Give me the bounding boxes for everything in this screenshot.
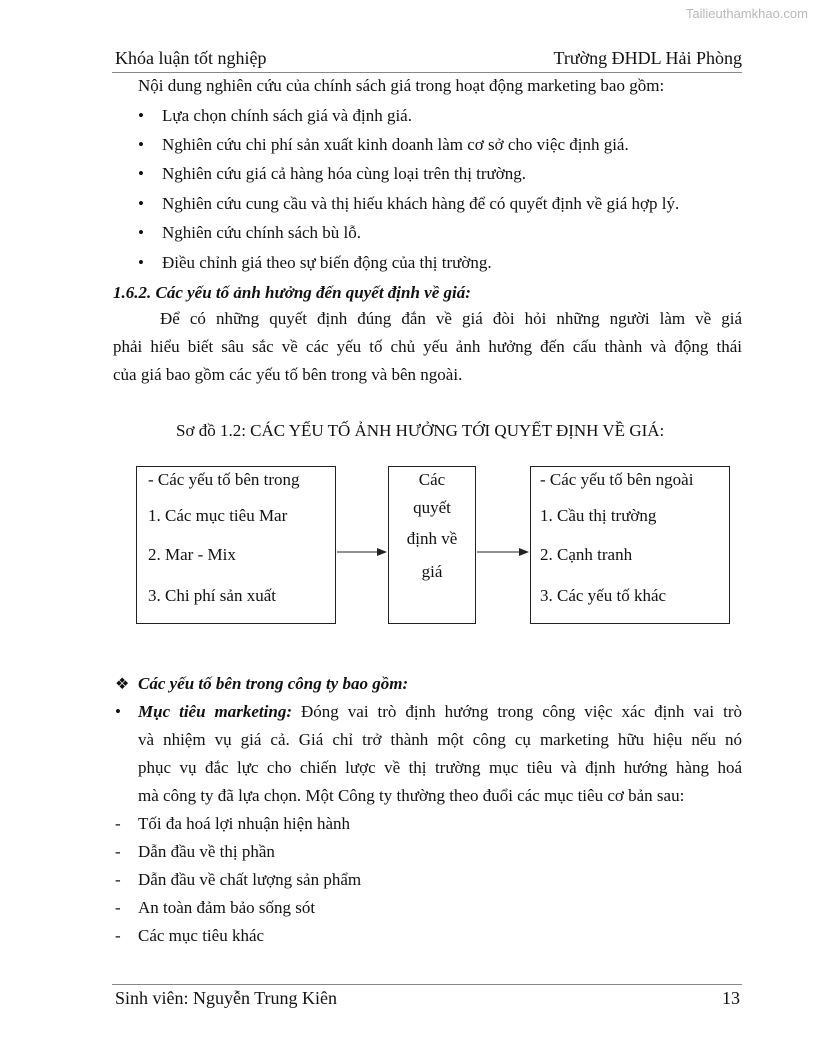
bullet-icon: •: [115, 702, 121, 721]
dash-icon: -: [115, 870, 121, 889]
diamond-bullet-icon: ❖: [115, 676, 130, 693]
dash-icon: -: [115, 898, 121, 917]
box-line: 3. Các yếu tố khác: [540, 586, 667, 605]
box-line: - Các yếu tố bên ngoài: [540, 470, 694, 489]
list-item: Nghiên cứu chính sách bù lỗ.: [162, 223, 362, 242]
footer-student: Sinh viên: Nguyễn Trung Kiên: [115, 988, 338, 1008]
box-line: - Các yếu tố bên trong: [148, 470, 300, 489]
box-line: 1. Các mục tiêu Mar: [148, 506, 288, 525]
intro-text: Nội dung nghiên cứu của chính sách giá trong hoạt động marketing bao gồm:: [138, 76, 665, 95]
bullet-icon: •: [138, 253, 144, 272]
watermark: Tailieuthamkhao.com: [685, 6, 808, 21]
paragraph-line: phải hiểu biết sâu sắc về các yếu tố chủ yếu ảnh hưởng đến cấu thành và động thái: [113, 337, 742, 356]
page-number: 13: [722, 988, 740, 1008]
list-item: Nghiên cứu giá cả hàng hóa cùng loại trên thị trường.: [162, 164, 527, 183]
list-item: Dẫn đầu về thị phần: [138, 842, 275, 861]
section-heading: 1.6.2. Các yếu tố ảnh hưởng đến quyết định về giá:: [113, 283, 471, 302]
list-item: Nghiên cứu chi phí sản xuất kinh doanh làm cơ sở cho việc định giá.: [162, 135, 629, 154]
marketing-term: Mục tiêu marketing:: [138, 702, 292, 721]
bullet-icon: •: [138, 135, 144, 154]
dash-icon: -: [115, 814, 121, 833]
box-line: 2. Cạnh tranh: [540, 545, 633, 564]
box-line: giá: [421, 562, 443, 581]
internal-heading: Các yếu tố bên trong công ty bao gồm:: [138, 674, 409, 693]
marketing-line: [138, 702, 742, 722]
marketing-line: mà công ty đã lựa chọn. Một Công ty thường theo đuổi các mục tiêu cơ bản sau:: [138, 786, 685, 805]
bullet-icon: •: [138, 164, 144, 183]
list-item: An toàn đảm bảo sống sót: [138, 898, 316, 917]
marketing-text: Đóng vai trò định hướng trong công việc xác định vai trò: [301, 702, 742, 721]
dash-icon: -: [115, 842, 121, 861]
footer-rule: [112, 984, 742, 985]
list-item: Lựa chọn chính sách giá và định giá.: [162, 106, 412, 125]
list-item: Dẫn đầu về chất lượng sản phẩm: [138, 870, 362, 889]
box-line: 3. Chi phí sản xuất: [148, 586, 276, 605]
box-line: 2. Mar - Mix: [148, 545, 236, 564]
header-right: Trường ĐHDL Hải Phòng: [553, 48, 742, 68]
marketing-line: và nhiệm vụ giá cả. Giá chỉ trở thành một công cụ marketing hữu hiệu nếu nó: [138, 730, 742, 749]
list-item: Điều chỉnh giá theo sự biến động của thị trường.: [162, 253, 492, 272]
paragraph-line: của giá bao gồm các yếu tố bên trong và bên ngoài.: [113, 365, 463, 384]
box-line: 1. Cầu thị trường: [540, 506, 657, 525]
bullet-icon: •: [138, 106, 144, 125]
dash-icon: -: [115, 926, 121, 945]
box-line: định về: [406, 529, 458, 548]
bullet-icon: •: [138, 223, 144, 242]
list-item: Các mục tiêu khác: [138, 926, 265, 945]
header-left: Khóa luận tốt nghiệp: [115, 48, 267, 68]
list-item: Nghiên cứu cung cầu và thị hiếu khách hàng để có quyết định về giá hợp lý.: [162, 194, 680, 213]
marketing-line: phục vụ đắc lực cho chiến lược về thị trường mục tiêu và định hướng hàng hoá: [138, 758, 742, 777]
diagram-title: Sơ đồ 1.2: CÁC YẾU TỐ ẢNH HƯỞNG TỚI QUYẾT ĐỊNH VỀ GIÁ:: [176, 421, 665, 440]
list-item: Tối đa hoá lợi nhuận hiện hành: [138, 814, 350, 833]
paragraph-line: Để có những quyết định đúng đắn về giá đòi hỏi những người làm về giá: [160, 309, 742, 328]
box-line: Các: [418, 470, 446, 489]
box-line: quyết: [413, 498, 451, 517]
bullet-icon: •: [138, 194, 144, 213]
